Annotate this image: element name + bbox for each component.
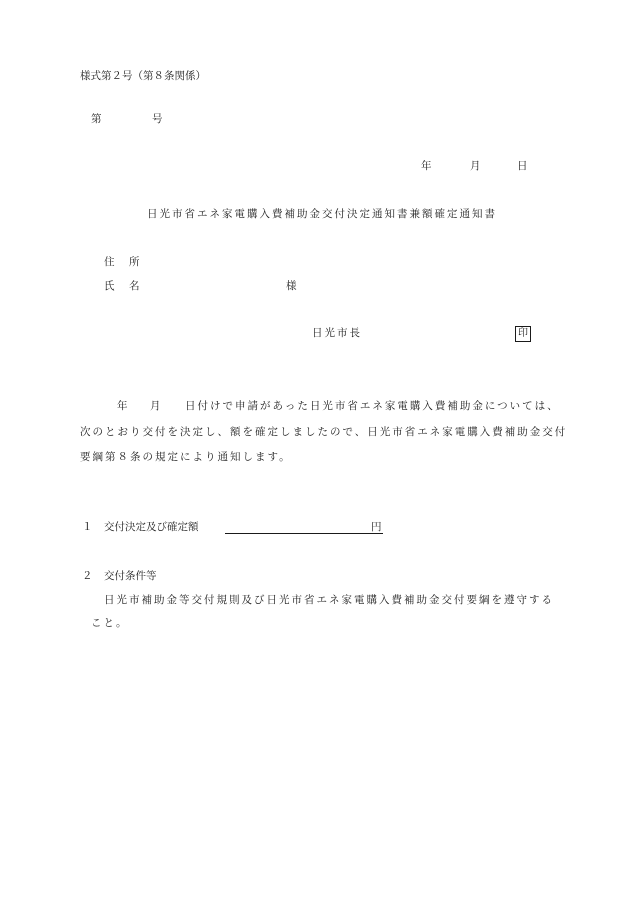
item-2-line-1: 日光市補助金等交付規則及び日光市省エネ家電購入費補助金交付要綱を遵守する bbox=[104, 594, 554, 606]
issuer-name: 日光市長 bbox=[312, 327, 362, 339]
item-2-number: ２ bbox=[82, 570, 93, 582]
seal-mark: 印 bbox=[515, 326, 531, 342]
doc-number-prefix: 第 bbox=[91, 113, 102, 125]
body-line-1: 日付けで申請があった日光市省エネ家電購入費補助金については、 bbox=[185, 400, 560, 412]
body-line-2: 次のとおり交付を決定し、額を確定しましたので、日光市省エネ家電購入費補助金交付 bbox=[80, 426, 568, 438]
form-number: 様式第２号（第８条関係） bbox=[80, 70, 206, 82]
amount-line bbox=[225, 533, 383, 534]
item-1-unit: 円 bbox=[371, 521, 382, 533]
document-title: 日光市省エネ家電購入費補助金交付決定通知書兼額確定通知書 bbox=[147, 208, 497, 220]
body-line-3: 要綱第８条の規定により通知します。 bbox=[80, 451, 292, 463]
date-year: 年 bbox=[421, 160, 432, 172]
body-month: 月 bbox=[150, 400, 161, 412]
date-month: 月 bbox=[470, 160, 481, 172]
doc-number-suffix: 号 bbox=[152, 113, 163, 125]
item-1-label: 交付決定及び確定額 bbox=[104, 521, 199, 533]
item-1-number: １ bbox=[82, 521, 93, 533]
date-day: 日 bbox=[517, 160, 528, 172]
item-2-line-2: こと。 bbox=[91, 617, 129, 629]
name-label: 氏 名 bbox=[104, 280, 142, 292]
honorific: 様 bbox=[286, 280, 297, 292]
address-label: 住 所 bbox=[104, 256, 142, 268]
item-2-label: 交付条件等 bbox=[104, 570, 157, 582]
body-year: 年 bbox=[117, 400, 128, 412]
